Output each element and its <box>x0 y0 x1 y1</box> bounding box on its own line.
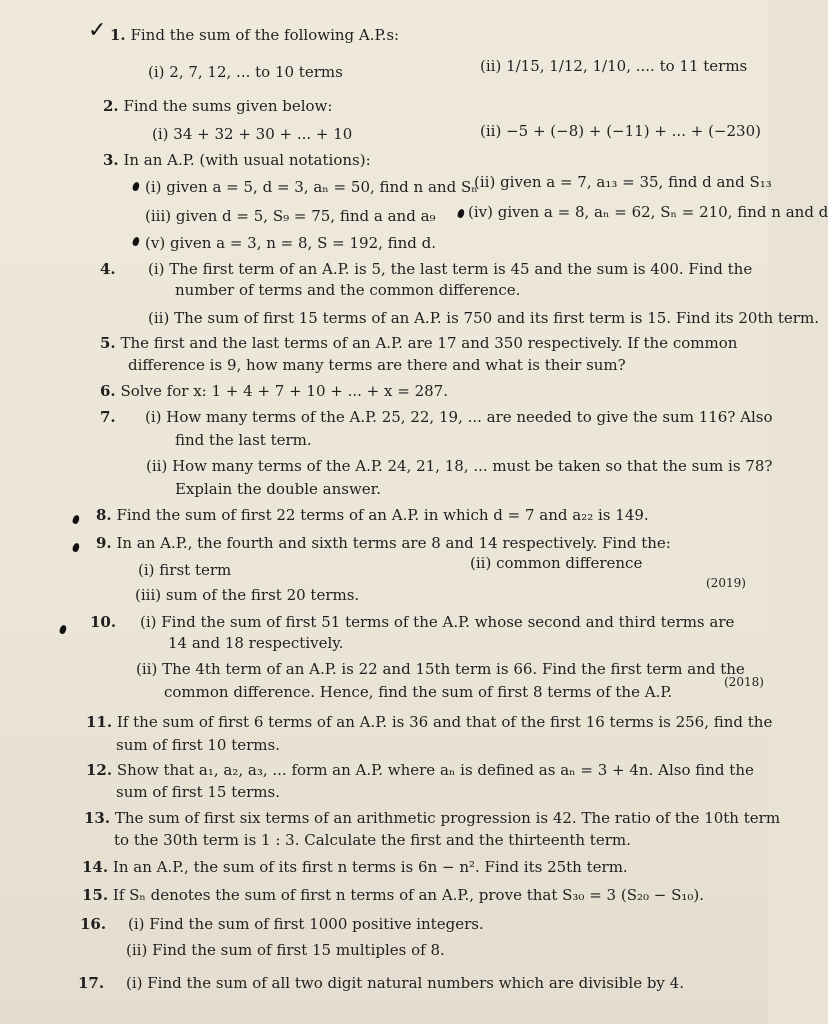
question-3-part-i: (i) given a = 5, d = 3, aₙ = 50, find n and Sₙ <box>145 178 478 196</box>
bullet-mark-icon <box>59 624 68 635</box>
question-text: Find the sum of the following A.P.s: <box>130 26 400 44</box>
bullet-mark-icon <box>132 236 141 247</box>
question-4: 4. (i) The first term of an A.P. is 5, the last term is 45 and the sum is 400. Find the <box>100 260 753 278</box>
bullet-mark-icon <box>72 542 81 553</box>
question-7-part-ii-cont: Explain the double answer. <box>175 480 381 498</box>
question-3-part-iv: (iv) given a = 8, aₙ = 62, Sₙ = 210, find n and d <box>468 203 828 221</box>
question-2-part-i: (i) 34 + 32 + 30 + ... + 10 <box>152 125 353 143</box>
question-10: 10. (i) Find the sum of first 51 terms of the A.P. whose second and third terms are <box>90 613 735 631</box>
question-16: 16. (i) Find the sum of first 1000 positive integers. <box>80 915 484 933</box>
bullet-mark-icon <box>132 181 141 192</box>
question-3-part-v: (v) given a = 3, n = 8, S = 192, find d. <box>145 234 437 252</box>
question-16-part-ii: (ii) Find the sum of first 15 multiples of 8. <box>126 941 445 959</box>
question-10-part-ii: (ii) The 4th term of an A.P. is 22 and 15th term is 66. Find the first term and the <box>136 660 745 678</box>
question-3: 3. In an A.P. (with usual notations): <box>103 151 371 169</box>
question-5-cont: difference is 9, how many terms are there and what is their sum? <box>128 356 626 374</box>
question-9: 9. In an A.P., the fourth and sixth terms are 8 and 14 respectively. Find the: <box>96 534 671 552</box>
question-14: 14. In an A.P., the sum of its first n terms is 6n − n². Find its 25th term. <box>82 858 628 876</box>
question-9-part-iii: (iii) sum of the first 20 terms. <box>135 586 360 604</box>
question-4-part-i-cont: number of terms and the common difference. <box>175 281 521 299</box>
question-1-part-i: (i) 2, 7, 12, ... to 10 terms <box>148 63 343 81</box>
question-12-cont: sum of first 15 terms. <box>116 783 280 801</box>
question-11: 11. If the sum of first 6 terms of an A.P. is 36 and that of the first 16 terms is 256, find the <box>86 713 773 731</box>
question-6: 6. Solve for x: 1 + 4 + 7 + 10 + ... + x = 287. <box>100 382 448 400</box>
bullet-mark-icon <box>457 208 466 219</box>
question-4-part-ii: (ii) The sum of first 15 terms of an A.P. is 750 and its first term is 15. Find its 20th term. <box>148 309 819 327</box>
year-label: (2018) <box>724 675 764 689</box>
question-10-part-ii-cont: common difference. Hence, find the sum of first 8 terms of the A.P. <box>164 683 673 701</box>
year-label: (2019) <box>706 576 746 590</box>
bullet-mark-icon <box>72 514 81 525</box>
question-7-part-ii: (ii) How many terms of the A.P. 24, 21, 18, ... must be taken so that the sum is 78? <box>146 457 773 475</box>
question-7-part-i-cont: find the last term. <box>175 431 312 449</box>
question-11-cont: sum of first 10 terms. <box>116 736 280 754</box>
question-number: 1. <box>110 26 126 44</box>
question-1 <box>110 25 399 45</box>
question-3-part-ii: (ii) given a = 7, a₁₃ = 35, find d and S₁₃ <box>474 173 772 191</box>
question-5: 5. The first and the last terms of an A.P. are 17 and 350 respectively. If the common <box>100 334 738 352</box>
question-12: 12. Show that a₁, a₂, a₃, ... form an A.P. where aₙ is defined as aₙ = 3 + 4n. Also find the <box>86 761 754 779</box>
question-13: 13. The sum of first six terms of an arithmetic progression is 42. The ratio of the 10th term <box>84 809 781 827</box>
check-mark-icon: ✓ <box>88 18 107 43</box>
question-9-part-i: (i) first term <box>138 561 232 579</box>
question-7: 7. (i) How many terms of the A.P. 25, 22, 19, ... are needed to give the sum 116? Also <box>100 408 773 426</box>
question-15: 15. If Sₙ denotes the sum of first n terms of an A.P., prove that S₃₀ = 3 (S₂₀ − S₁₀). <box>82 886 705 904</box>
question-8: 8. Find the sum of first 22 terms of an A.P. in which d = 7 and a₂₂ is 149. <box>96 506 649 524</box>
question-2: 2. Find the sums given below: <box>103 97 333 115</box>
question-2-part-ii: (ii) −5 + (−8) + (−11) + ... + (−230) <box>480 122 761 140</box>
question-17: 17. (i) Find the sum of all two digit natural numbers which are divisible by 4. <box>78 974 684 992</box>
question-1-part-ii: (ii) 1/15, 1/12, 1/10, .... to 11 terms <box>480 57 748 75</box>
question-13-cont: to the 30th term is 1 : 3. Calculate the first and the thirteenth term. <box>114 831 631 849</box>
question-3-part-iii: (iii) given d = 5, S₉ = 75, find a and a₉ <box>145 207 436 225</box>
question-9-part-ii: (ii) common difference <box>470 554 643 572</box>
question-10-part-i-cont: 14 and 18 respectively. <box>168 634 344 652</box>
